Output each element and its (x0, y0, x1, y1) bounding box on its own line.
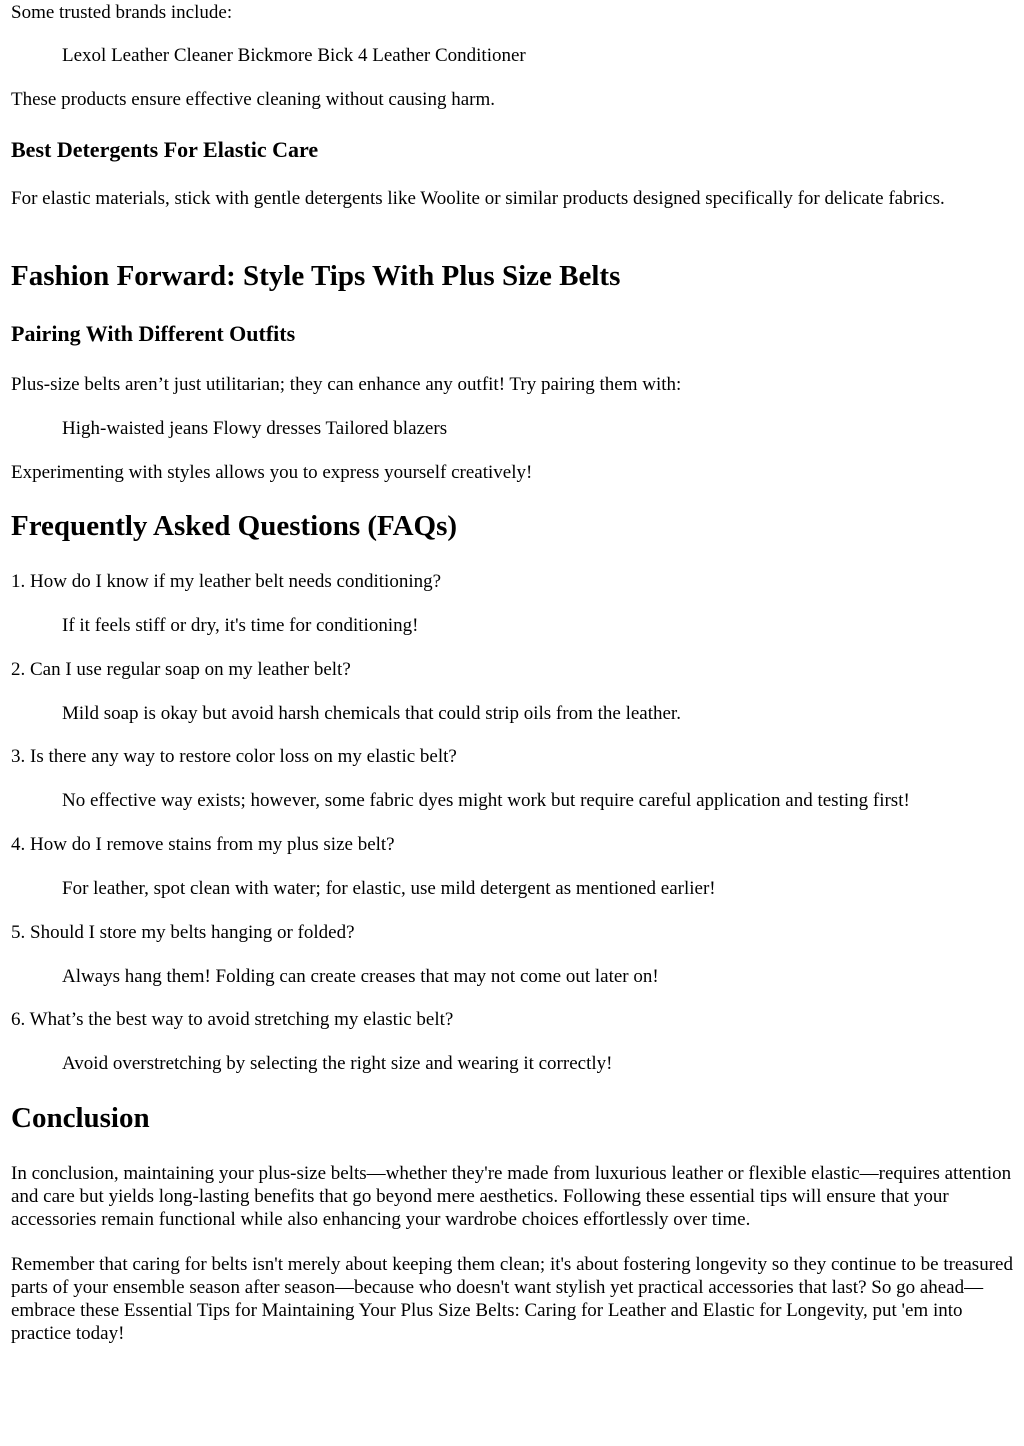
pairing-list: High-waisted jeans Flowy dresses Tailored blazers (62, 418, 448, 439)
faq-question: 5. Should I store my belts hanging or folded? (11, 922, 355, 943)
fashion-heading: Fashion Forward: Style Tips With Plus Size Belts (11, 260, 621, 292)
faq-question: 3. Is there any way to restore color loss on my elastic belt? (11, 746, 457, 767)
pairing-note: Experimenting with styles allows you to express yourself creatively! (11, 462, 533, 483)
pairing-subheading: Pairing With Different Outfits (11, 321, 296, 346)
conclusion-paragraph-1: In conclusion, maintaining your plus-size belts—whether they're made from luxurious leather or flexible elastic—requires attention and care but yields long-lasting benefits that go beyond mere aesthetics. Following these essential tips will ensure that your accessories remain functional while also enhancing your wardrobe choices effortlessly over time. (11, 1163, 1012, 1230)
faq-question: 2. Can I use regular soap on my leather belt? (11, 659, 351, 680)
faq-answer: Avoid overstretching by selecting the right size and wearing it correctly! (62, 1053, 613, 1074)
faq-answer: Mild soap is okay but avoid harsh chemicals that could strip oils from the leather. (62, 703, 681, 724)
faq-answer: No effective way exists; however, some fabric dyes might work but require careful application and testing first! (62, 790, 910, 811)
detergents-body: For elastic materials, stick with gentle detergents like Woolite or similar products designed specifically for delicate fabrics. (11, 188, 945, 209)
faq-question: 6. What’s the best way to avoid stretching my elastic belt? (11, 1009, 454, 1030)
brands-lead: Some trusted brands include: (11, 2, 233, 23)
faq-heading: Frequently Asked Questions (FAQs) (11, 510, 458, 542)
conclusion-heading: Conclusion (11, 1102, 150, 1134)
conclusion-paragraph-2: Remember that caring for belts isn't merely about keeping them clean; it's about fostering longevity so they continue to be treasured parts of your ensemble season after season—because who doesn't want stylish yet practical accessories that last? So go ahead—embrace these Essential Tips for Maintaining Your Plus Size Belts: Caring for Leather and Elastic for Longevity, put 'em into practice today! (11, 1254, 1013, 1344)
faq-answer: If it feels stiff or dry, it's time for conditioning! (62, 615, 419, 636)
brands-note: These products ensure effective cleaning without causing harm. (11, 89, 495, 110)
faq-question: 4. How do I remove stains from my plus size belt? (11, 834, 395, 855)
detergents-heading: Best Detergents For Elastic Care (11, 137, 319, 162)
brands-list: Lexol Leather Cleaner Bickmore Bick 4 Leather Conditioner (62, 45, 526, 66)
faq-question: 1. How do I know if my leather belt needs conditioning? (11, 571, 442, 592)
faq-answer: Always hang them! Folding can create creases that may not come out later on! (62, 966, 659, 987)
faq-answer: For leather, spot clean with water; for elastic, use mild detergent as mentioned earlier! (62, 878, 716, 899)
pairing-lead: Plus-size belts aren’t just utilitarian; they can enhance any outfit! Try pairing them with: (11, 374, 682, 395)
